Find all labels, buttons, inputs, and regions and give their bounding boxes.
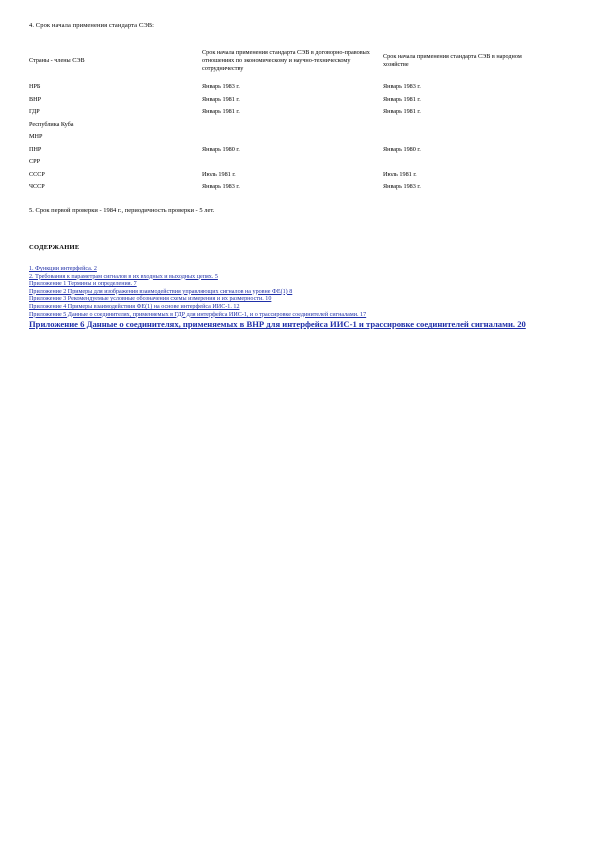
application-dates-table xyxy=(29,41,533,194)
contract-date-cell: Январь 1981 г. xyxy=(202,95,240,103)
economy-date-cell: Январь 1980 г. xyxy=(383,145,421,153)
table-row xyxy=(29,131,533,144)
country-cell: МНР xyxy=(29,133,43,141)
country-cell: ГДР xyxy=(29,108,40,116)
contract-date-cell: Январь 1981 г. xyxy=(202,108,240,116)
contract-date-cell xyxy=(202,119,383,132)
table-row xyxy=(29,181,533,194)
header-economy-date: Срок начала применения стандарта СЭВ в народном хозяйстве xyxy=(383,53,522,68)
table-row xyxy=(29,156,533,169)
country-cell: СРР xyxy=(29,158,41,166)
table-row xyxy=(29,119,533,132)
toc-link-appendix-3[interactable]: Приложение 3 Рекомендуемые условные обозначения схемы измерения и их размерности. 10 xyxy=(29,296,272,303)
table-header-row xyxy=(29,41,533,81)
economy-date-cell: Январь 1983 г. xyxy=(383,183,421,191)
toc-link-appendix-2[interactable]: Приложение 2 Примеры для изображения взаимодействия управляющих сигналов на уровне ФЕ(1) 8 xyxy=(29,288,293,295)
toc-link-appendix-4[interactable]: Приложение 4 Примеры взаимодействия ФЕ(1) на основе интерфейса ИИС-1. 12 xyxy=(29,303,240,310)
economy-date-cell xyxy=(383,156,533,169)
contract-date-cell: Январь 1980 г. xyxy=(202,145,240,153)
country-cell: ПНР xyxy=(29,145,42,153)
economy-date-cell: Январь 1981 г. xyxy=(383,108,421,116)
contract-date-cell: Январь 1983 г. xyxy=(202,183,240,191)
country-cell: НРБ xyxy=(29,83,41,91)
table-row xyxy=(29,81,533,94)
contract-date-cell xyxy=(202,131,383,144)
country-cell: ЧССР xyxy=(29,183,45,191)
economy-date-cell: Июль 1981 г. xyxy=(383,170,417,178)
economy-date-cell xyxy=(383,131,533,144)
section-4-heading: 4. Срок начала применения стандарта СЭВ: xyxy=(29,22,155,29)
header-contract-date: Срок начала применения стандарта СЭВ в договорно-правовых отношениях по экономическому и научно-техническому сотрудничеству xyxy=(202,49,370,72)
economy-date-cell xyxy=(383,119,533,132)
toc-link-appendix-5[interactable]: Приложение 5 Данные о соединителях, применяемых в ГДР для интерфейса ИИС-1, и о трассировке соединителей сигналами. 17 xyxy=(29,311,367,318)
country-cell: Республика Куба xyxy=(29,120,74,128)
contract-date-cell: Январь 1983 г. xyxy=(202,83,240,91)
economy-date-cell: Январь 1983 г. xyxy=(383,83,421,91)
toc-link-functions[interactable]: 1. Функции интерфейса. 2 xyxy=(29,266,97,272)
toc-link-signal-requirements[interactable]: 2. Требования к параметрам сигналов в их входных и выходных цепях. 5 xyxy=(29,273,218,280)
economy-date-cell: Январь 1981 г. xyxy=(383,95,421,103)
table-of-contents xyxy=(29,266,569,330)
table-row xyxy=(29,144,533,157)
contract-date-cell xyxy=(202,156,383,169)
table-row xyxy=(29,94,533,107)
contract-date-cell: Июль 1981 г. xyxy=(202,170,236,178)
header-countries: Страны - члены СЭВ xyxy=(29,57,85,64)
toc-title: СОДЕРЖАНИЕ xyxy=(29,244,80,251)
table-row xyxy=(29,106,533,119)
toc-link-appendix-1[interactable]: Приложение 1 Термины и определения. 7 xyxy=(29,281,137,288)
country-cell: СССР xyxy=(29,170,45,178)
toc-link-appendix-6[interactable]: Приложение 6 Данные о соединителях, применяемых в ВНР для интерфейса ИИС-1 и трассировке соединителей сигналами. 20 xyxy=(29,319,526,330)
table-row xyxy=(29,169,533,182)
section-5-text: 5. Срок первой проверки - 1984 г., периодичность проверки - 5 лет. xyxy=(29,207,215,214)
country-cell: ВНР xyxy=(29,95,42,103)
